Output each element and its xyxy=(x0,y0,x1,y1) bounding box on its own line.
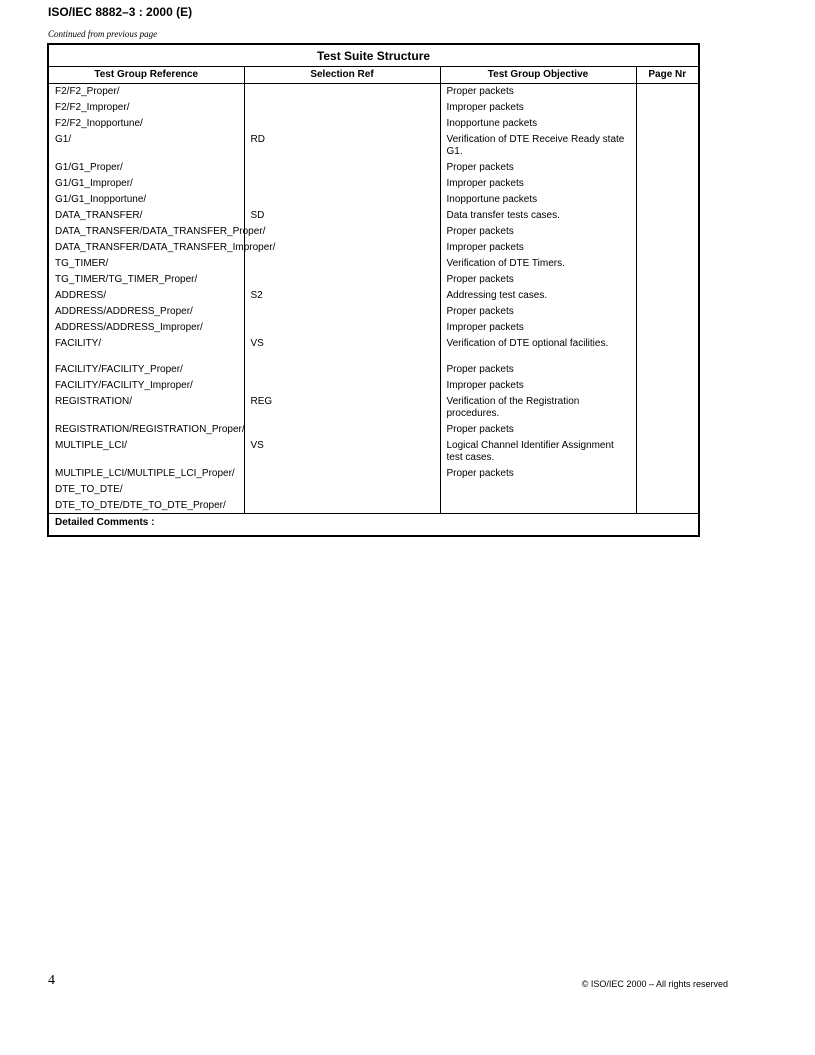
test-group-reference-cell: DTE_TO_DTE/DTE_TO_DTE_Proper/ xyxy=(48,498,244,514)
page-nr-cell xyxy=(636,498,699,514)
selection-ref-cell xyxy=(244,84,440,100)
table-row xyxy=(48,176,699,192)
page-nr-cell xyxy=(636,304,699,320)
table-row xyxy=(48,288,699,304)
page-nr-cell xyxy=(636,100,699,116)
test-group-objective-cell: Addressing test cases. xyxy=(440,288,636,304)
test-group-reference-cell: MULTIPLE_LCI/MULTIPLE_LCI_Proper/ xyxy=(48,466,244,482)
table-row xyxy=(48,132,699,160)
selection-ref-cell xyxy=(244,320,440,336)
page-nr-cell xyxy=(636,224,699,240)
selection-ref-cell xyxy=(244,192,440,208)
test-group-objective-cell: Proper packets xyxy=(440,422,636,438)
test-group-objective-cell: Proper packets xyxy=(440,304,636,320)
test-group-objective-cell: Verification of DTE Timers. xyxy=(440,256,636,272)
test-group-objective-cell: Proper packets xyxy=(440,272,636,288)
selection-ref-cell xyxy=(244,100,440,116)
test-group-reference-cell: MULTIPLE_LCI/ xyxy=(48,438,244,466)
selection-ref-cell xyxy=(244,378,440,394)
selection-ref-cell: RD xyxy=(244,132,440,160)
table-row xyxy=(48,224,699,240)
page-nr-cell xyxy=(636,466,699,482)
test-group-reference-cell: DATA_TRANSFER/DATA_TRANSFER_Proper/ xyxy=(48,224,244,240)
page-nr-cell xyxy=(636,176,699,192)
selection-ref-cell xyxy=(244,176,440,192)
test-group-reference-cell: G1/G1_Improper/ xyxy=(48,176,244,192)
table-title: Test Suite Structure xyxy=(48,44,699,66)
table-row xyxy=(48,394,699,422)
page-nr-cell xyxy=(636,208,699,224)
selection-ref-cell xyxy=(244,116,440,132)
page-nr-cell xyxy=(636,422,699,438)
test-group-objective-cell: Inopportune packets xyxy=(440,116,636,132)
page-nr-cell xyxy=(636,438,699,466)
table-row xyxy=(48,116,699,132)
test-group-objective-cell: Data transfer tests cases. xyxy=(440,208,636,224)
test-group-objective-cell: Improper packets xyxy=(440,320,636,336)
table-row xyxy=(48,100,699,116)
test-group-objective-cell: Verification of the Registration procedures. xyxy=(440,394,636,422)
test-group-reference-cell: G1/G1_Inopportune/ xyxy=(48,192,244,208)
test-group-reference-cell: F2/F2_Improper/ xyxy=(48,100,244,116)
test-group-reference-cell: TG_TIMER/ xyxy=(48,256,244,272)
table-row xyxy=(48,466,699,482)
page-nr-cell xyxy=(636,336,699,362)
test-group-reference-cell: ADDRESS/ADDRESS_Proper/ xyxy=(48,304,244,320)
test-group-objective-cell: Proper packets xyxy=(440,224,636,240)
test-group-objective-cell: Proper packets xyxy=(440,84,636,100)
test-group-reference-cell: REGISTRATION/ xyxy=(48,394,244,422)
document-header: ISO/IEC 8882–3 : 2000 (E) xyxy=(48,5,193,19)
page-nr-cell xyxy=(636,320,699,336)
page-nr-cell xyxy=(636,256,699,272)
selection-ref-cell xyxy=(244,224,440,240)
table-row xyxy=(48,208,699,224)
test-group-reference-cell: FACILITY/FACILITY_Improper/ xyxy=(48,378,244,394)
test-group-reference-cell: F2/F2_Inopportune/ xyxy=(48,116,244,132)
test-group-objective-cell xyxy=(440,482,636,498)
page-nr-cell xyxy=(636,84,699,100)
column-header-page-nr: Page Nr xyxy=(636,66,699,84)
table-row xyxy=(48,378,699,394)
page-nr-cell xyxy=(636,240,699,256)
test-group-reference-cell: G1/ xyxy=(48,132,244,160)
page-number: 4 xyxy=(48,973,55,988)
table-row xyxy=(48,240,699,256)
table-row xyxy=(48,362,699,378)
detailed-comments-label: Detailed Comments : xyxy=(48,514,699,536)
test-group-reference-cell: TG_TIMER/TG_TIMER_Proper/ xyxy=(48,272,244,288)
table-row xyxy=(48,304,699,320)
table-row xyxy=(48,422,699,438)
selection-ref-cell xyxy=(244,362,440,378)
copyright-notice: © ISO/IEC 2000 – All rights reserved xyxy=(581,979,728,989)
test-group-reference-cell: ADDRESS/ xyxy=(48,288,244,304)
selection-ref-cell: VS xyxy=(244,438,440,466)
table-row xyxy=(48,272,699,288)
test-group-objective-cell: Logical Channel Identifier Assignment test cases. xyxy=(440,438,636,466)
test-group-objective-cell: Proper packets xyxy=(440,160,636,176)
page-nr-cell xyxy=(636,116,699,132)
test-group-reference-cell: ADDRESS/ADDRESS_Improper/ xyxy=(48,320,244,336)
test-group-objective-cell: Proper packets xyxy=(440,466,636,482)
selection-ref-cell xyxy=(244,256,440,272)
test-group-objective-cell xyxy=(440,498,636,514)
selection-ref-cell: VS xyxy=(244,336,440,362)
selection-ref-cell xyxy=(244,160,440,176)
selection-ref-cell xyxy=(244,498,440,514)
test-group-objective-cell: Improper packets xyxy=(440,100,636,116)
selection-ref-cell: SD xyxy=(244,208,440,224)
page-nr-cell xyxy=(636,288,699,304)
test-group-reference-cell: FACILITY/ xyxy=(48,336,244,362)
table-row xyxy=(48,482,699,498)
page-nr-cell xyxy=(636,272,699,288)
table-row xyxy=(48,320,699,336)
table-row xyxy=(48,336,699,362)
column-header-test-group-objective: Test Group Objective xyxy=(440,66,636,84)
test-group-reference-cell: DATA_TRANSFER/DATA_TRANSFER_Improper/ xyxy=(48,240,244,256)
page-nr-cell xyxy=(636,160,699,176)
selection-ref-cell: REG xyxy=(244,394,440,422)
test-group-reference-cell: G1/G1_Proper/ xyxy=(48,160,244,176)
page-nr-cell xyxy=(636,362,699,378)
test-group-objective-cell: Improper packets xyxy=(440,176,636,192)
page-nr-cell xyxy=(636,132,699,160)
table-row xyxy=(48,84,699,100)
test-group-objective-cell: Inopportune packets xyxy=(440,192,636,208)
column-header-selection-ref: Selection Ref xyxy=(244,66,440,84)
table-row xyxy=(48,160,699,176)
table-row xyxy=(48,256,699,272)
continued-note: Continued from previous page xyxy=(48,29,158,39)
test-group-reference-cell: F2/F2_Proper/ xyxy=(48,84,244,100)
test-group-objective-cell: Improper packets xyxy=(440,240,636,256)
test-group-reference-cell: FACILITY/FACILITY_Proper/ xyxy=(48,362,244,378)
test-group-objective-cell: Improper packets xyxy=(440,378,636,394)
table-row xyxy=(48,438,699,466)
page-nr-cell xyxy=(636,482,699,498)
test-suite-structure-table xyxy=(47,43,700,537)
test-group-reference-cell: DATA_TRANSFER/ xyxy=(48,208,244,224)
test-group-objective-cell: Verification of DTE Receive Ready state G1. xyxy=(440,132,636,160)
test-group-objective-cell: Verification of DTE optional facilities. xyxy=(440,336,636,362)
table-row xyxy=(48,498,699,514)
selection-ref-cell xyxy=(244,422,440,438)
page-nr-cell xyxy=(636,192,699,208)
page-nr-cell xyxy=(636,394,699,422)
column-header-test-group-reference: Test Group Reference xyxy=(48,66,244,84)
selection-ref-cell xyxy=(244,304,440,320)
page-nr-cell xyxy=(636,378,699,394)
test-group-objective-cell: Proper packets xyxy=(440,362,636,378)
selection-ref-cell xyxy=(244,272,440,288)
selection-ref-cell: S2 xyxy=(244,288,440,304)
selection-ref-cell xyxy=(244,482,440,498)
test-group-reference-cell: REGISTRATION/REGISTRATION_Proper/ xyxy=(48,422,244,438)
table-row xyxy=(48,192,699,208)
selection-ref-cell xyxy=(244,466,440,482)
table-body xyxy=(48,84,699,514)
test-group-reference-cell: DTE_TO_DTE/ xyxy=(48,482,244,498)
